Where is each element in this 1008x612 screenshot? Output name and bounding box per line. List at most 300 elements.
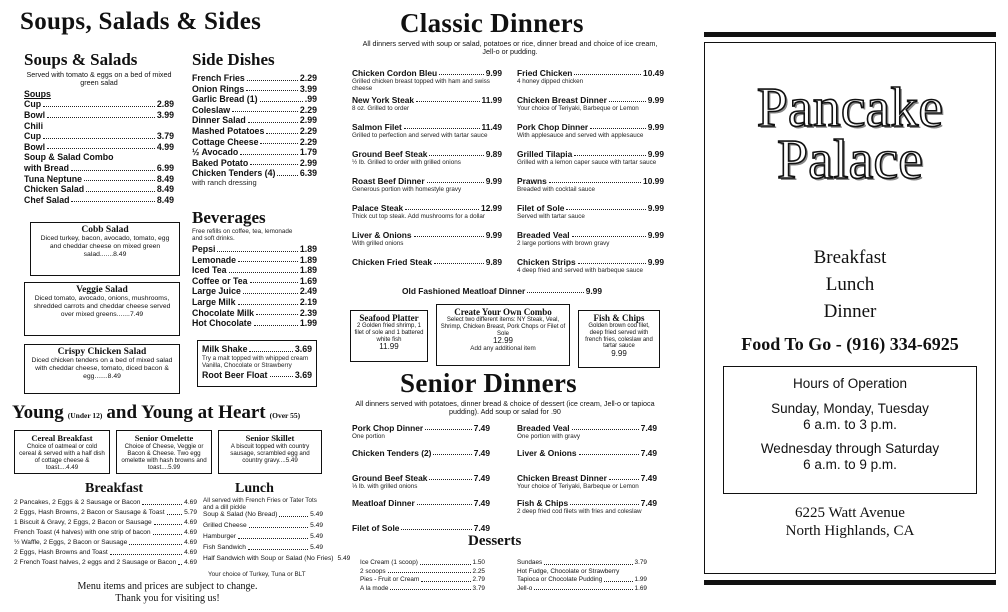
breakfast-item-name: 2 Eggs, Hash Browns and Toast: [14, 549, 108, 556]
senior-dinners-left-column: [352, 423, 490, 548]
soup-salad-item-price: 4.99: [156, 141, 174, 152]
side-dish-item-price: 2.29: [299, 104, 317, 115]
dessert-item-price: 2.79: [472, 576, 485, 584]
classic-dinners-title: Classic Dinners: [400, 8, 584, 38]
hours-days-2: Wednesday through Saturday: [760, 441, 940, 456]
dessert-item-row: [517, 568, 647, 577]
leader-dots: [425, 423, 471, 430]
soup-salad-item-row: [24, 110, 174, 121]
beverage-item-name: Chocolate Milk: [192, 307, 255, 318]
beverage-item-row: [192, 308, 317, 319]
dessert-item-price: 2.25: [472, 567, 485, 575]
meal-label: Lunch: [825, 274, 875, 295]
hours-days-1: Sunday, Monday, Tuesday: [771, 401, 929, 416]
classic-dinners-right-column: [517, 68, 664, 284]
dessert-item-row: [360, 576, 485, 585]
classic-dinner-desc: Breaded with cocktail sauce: [517, 186, 596, 193]
classic-dinner-row: [352, 68, 502, 78]
senior-dinner-row: [352, 448, 490, 458]
dessert-item-row: [517, 559, 647, 568]
dessert-item-row: [517, 576, 647, 585]
classic-dinner-price: 11.99: [481, 95, 502, 105]
restaurant-name-line-1: Pancake: [756, 77, 944, 139]
beverage-item-price: 1.69: [299, 275, 317, 286]
lunch-item-row: [203, 542, 323, 553]
hours-box: [723, 366, 977, 494]
dinner-special-price: 12.99: [492, 336, 514, 346]
restaurant-name-line-2: Palace: [776, 129, 924, 191]
senior-dinner-desc: ⅓ lb. with grilled onions: [352, 483, 418, 490]
soup-salad-item-row: [24, 152, 174, 163]
senior-special-box: [14, 430, 110, 474]
senior-dinner-price: 7.49: [473, 498, 490, 508]
side-dish-item-name: Mashed Potatoes: [192, 125, 265, 136]
classic-dinner-name: Chicken Strips: [517, 257, 576, 267]
breakfast-item-row: [14, 548, 197, 558]
middle-panel: [340, 0, 670, 612]
leader-dots: [238, 297, 298, 305]
beverage-item-name: Lemonade: [192, 254, 236, 265]
senior-special-desc-text: Choice of oatmeal or cold cereal & served with a half dish of cottage cheese & toast: [19, 443, 105, 471]
salad-box-price: 8.49: [113, 250, 127, 258]
breakfast-item-row: [14, 538, 197, 548]
classic-dinner-row: [352, 176, 502, 186]
dinner-special-note: Add any additional item: [470, 345, 536, 353]
senior-dinners-title: Senior Dinners: [400, 368, 577, 398]
senior-dinner-item: [352, 473, 490, 498]
desserts-title: Desserts: [468, 533, 522, 549]
classic-dinner-item: [517, 68, 664, 95]
classic-dinner-item: [352, 122, 502, 149]
leader-dots: [229, 265, 298, 273]
dessert-item-name: Pies - Fruit or Cream: [360, 576, 420, 584]
side-dishes-heading: Side Dishes: [192, 50, 275, 69]
senior-dinners-right-column: [517, 423, 657, 523]
classic-dinner-price: 9.99: [647, 95, 664, 105]
young-title-b: and Young at Heart: [106, 402, 266, 423]
beverage-item-price: 2.49: [299, 286, 317, 297]
side-dish-item-price: 2.99: [299, 115, 317, 126]
young-title-a: Young: [12, 402, 64, 423]
classic-dinner-item: [352, 68, 502, 95]
leader-dots: [238, 531, 308, 539]
breakfast-item-price: 4.69: [184, 539, 197, 546]
lunch-item-price: 5.49: [337, 555, 351, 562]
breakfast-heading: Breakfast: [85, 481, 144, 496]
leader-dots: [427, 176, 484, 183]
side-dish-item-name: Onion Rings: [192, 83, 245, 94]
classic-dinner-desc: 8 oz. Grilled to order: [352, 105, 410, 112]
leader-dots: [243, 286, 298, 294]
beverage-item-row: [192, 276, 317, 287]
classic-dinner-row: [517, 257, 664, 267]
side-dish-item-name: Coleslaw: [192, 104, 231, 115]
leader-dots: [421, 576, 470, 582]
hours-time-2: 6 a.m. to 9 p.m.: [803, 457, 897, 472]
soup-salad-item-row: [24, 184, 174, 195]
classic-dinner-price: 10.99: [643, 176, 664, 186]
address-line-2: North Highlands, CA: [785, 523, 915, 539]
lunch-item-name: Grilled Cheese: [203, 522, 247, 529]
breakfast-item-price: 4.69: [184, 499, 197, 506]
salad-box: [30, 222, 180, 276]
hours-time-1: 6 a.m. to 3 p.m.: [803, 417, 897, 432]
menu-footer: [0, 581, 335, 605]
dinner-special-price: 9.99: [611, 349, 627, 359]
lunch-item-row: [203, 531, 323, 542]
soup-salad-item-price: 8.49: [156, 184, 174, 195]
side-dish-item-row: [192, 147, 317, 158]
lunch-item-price: 5.49: [310, 522, 323, 529]
senior-dinner-name: Breaded Veal: [517, 423, 570, 433]
leader-dots: [574, 149, 645, 156]
classic-dinner-item: [352, 95, 502, 122]
classic-dinner-item: [517, 95, 664, 122]
classic-dinner-row: [517, 203, 664, 213]
beverage-item-price: 1.99: [299, 318, 317, 329]
leader-dots: [86, 184, 155, 192]
senior-dinner-row: [352, 423, 490, 433]
dinner-special-box: [436, 304, 570, 366]
milkshake-name: Milk Shake: [202, 344, 248, 354]
leader-dots: [604, 576, 632, 582]
classic-dinners-left-column: [352, 68, 502, 284]
senior-dinner-name: Filet of Sole: [352, 523, 400, 533]
lunch-item-name: Hamburger: [203, 533, 236, 540]
soup-salad-item-row: [24, 174, 174, 185]
dinner-special-title: Seafood Platter: [359, 313, 419, 323]
leader-dots: [416, 95, 479, 102]
classic-dinner-desc: Generous portion with homestyle gravy: [352, 186, 462, 193]
leader-dots: [429, 473, 471, 480]
senior-dinner-desc: 2 deep fried cod filets with fries and coleslaw: [517, 508, 642, 515]
classic-dinner-name: Ground Beef Steak: [352, 149, 428, 159]
senior-dinner-row: [352, 523, 490, 533]
soup-salad-item-price: 6.99: [156, 162, 174, 173]
leader-dots: [544, 559, 632, 565]
classic-dinner-name: Roast Beef Dinner: [352, 176, 425, 186]
classic-dinner-item: [517, 149, 664, 176]
breakfast-item-name: French Toast (4 halves) with one strip of bacon: [14, 529, 151, 536]
leader-dots: [260, 94, 303, 102]
soups-label: Soups: [24, 89, 51, 100]
beverage-item-row: [192, 318, 317, 329]
bottom-rule: [704, 580, 996, 585]
leader-dots: [240, 147, 298, 155]
classic-dinner-item: [517, 176, 664, 203]
dinner-special-price: 11.99: [379, 342, 399, 352]
address-line-1: 6225 Watt Avenue: [795, 505, 905, 521]
salad-box-desc-text: Diced tomato, avocado, onions, mushrooms, shredded carrots and cheddar cheese served over mixed greens: [33, 295, 171, 318]
beverage-item-name: Coffee or Tea: [192, 275, 248, 286]
classic-dinner-price: 12.99: [481, 203, 502, 213]
leader-dots: [414, 230, 484, 237]
beverage-item-row: [192, 286, 317, 297]
leader-dots: [178, 558, 182, 565]
classic-dinner-price: 10.49: [643, 68, 664, 78]
classic-dinner-row: [352, 203, 502, 213]
senior-dinner-row: [517, 448, 657, 458]
senior-special-desc-text: Choice of Cheese, Veggie or Bacon & Cheese. Two egg omelette with hash browns and toast: [121, 443, 207, 471]
leader-dots: [249, 520, 309, 528]
classic-dinner-name: Palace Steak: [352, 203, 404, 213]
soup-salad-item-name: Cup: [24, 99, 42, 110]
breakfast-item-row: [14, 518, 197, 528]
desserts-right-column: [517, 559, 647, 593]
classic-dinner-row: [352, 149, 502, 159]
soup-salad-item-price: 8.49: [156, 194, 174, 205]
leader-dots: [129, 538, 182, 545]
soup-salad-item-row: [24, 195, 174, 206]
senior-special-desc-text: A biscuit topped with country sausage, scrambled egg and country gravy: [230, 443, 310, 464]
classic-dinner-price: 9.99: [647, 257, 664, 267]
senior-special-title: Senior Omelette: [134, 433, 194, 443]
breakfast-item-name: 2 Eggs, Hash Browns, 2 Bacon or Sausage & Toast: [14, 509, 165, 516]
soup-salad-item-price: 3.99: [156, 110, 174, 120]
classic-dinner-name: Prawns: [517, 176, 547, 186]
soup-salad-item-row: [24, 121, 174, 132]
classic-dinner-desc: 2 large portions with brown gravy: [517, 240, 610, 247]
leader-dots: [566, 203, 645, 210]
classic-dinner-desc: Grilled with a lemon caper sauce with tartar sauce: [517, 159, 657, 166]
salad-box-desc: Diced tomato, avocado, onions, mushrooms, shredded carrots and cheddar cheese served over mixed greens.......7.49: [33, 295, 171, 318]
leader-dots: [232, 105, 298, 113]
side-dish-item-row: [192, 158, 317, 169]
leader-dots: [279, 509, 308, 517]
senior-lunch-list: [203, 509, 351, 564]
classic-dinner-desc: ½ lb. Grilled to order with grilled onions: [352, 159, 461, 166]
senior-special-box: [116, 430, 212, 474]
lunch-heading: Lunch: [235, 481, 274, 496]
leader-dots: [167, 508, 183, 515]
soup-salad-item-name: Chicken Salad: [24, 184, 85, 195]
leader-dots: [549, 176, 641, 183]
soups-salads-sides-title: Soups, Salads & Sides: [20, 8, 262, 35]
beverage-item-row: [192, 255, 317, 266]
tenders-note: with ranch dressing: [192, 177, 257, 187]
dessert-item-price: 3.79: [472, 584, 485, 592]
classic-dinner-name: Chicken Fried Steak: [352, 257, 433, 267]
senior-dinner-price: 7.49: [473, 523, 490, 533]
float-name: Root Beer Float: [202, 369, 268, 380]
leader-dots: [404, 122, 480, 129]
side-dish-item-row: [192, 115, 317, 126]
classic-dinner-desc: With grilled onions: [352, 240, 404, 247]
soup-salad-item-price: 3.79: [156, 131, 174, 142]
dessert-item-row: [360, 559, 485, 568]
senior-dinner-name: Pork Chop Dinner: [352, 423, 424, 433]
salad-box: [24, 282, 180, 336]
dessert-item-row: [360, 568, 485, 577]
senior-special-desc: A biscuit topped with country sausage, scrambled egg and country gravy....5.49: [230, 443, 310, 464]
salad-box-desc-text: Diced turkey, bacon, avocado, tomato, egg and cheddar cheese on mixed green salad: [40, 235, 170, 258]
side-dish-item-name: ½ Avocado: [192, 147, 239, 158]
classic-dinner-desc: Thick cut top steak. Add mushrooms for a dollar: [352, 213, 485, 220]
lunch-item-name: Half Sandwich with Soup or Salad (No Fries): [203, 555, 334, 562]
senior-special-title: Senior Skillet: [245, 433, 295, 443]
classic-dinner-row: [517, 68, 664, 78]
beverage-item-price: 1.89: [299, 254, 317, 265]
senior-special-box: [218, 430, 322, 474]
beverage-item-name: Hot Chocolate: [192, 318, 252, 329]
leader-dots: [439, 68, 484, 75]
senior-special-desc: Choice of oatmeal or cold cereal & served with a half dish of cottage cheese & toast....4.49: [19, 443, 105, 471]
leader-dots: [417, 498, 472, 505]
senior-dinner-item: [352, 423, 490, 448]
leader-dots: [277, 168, 297, 176]
senior-special-price: 5.99: [168, 464, 181, 471]
dinner-special-title: Fish & Chips: [593, 313, 645, 323]
side-dish-item-row: [192, 94, 317, 105]
breakfast-item-price: 4.69: [184, 519, 197, 526]
side-dishes-section: [192, 50, 317, 186]
senior-dinner-desc: Your choice of Teriyaki, Barbeque or Lemon: [517, 483, 639, 490]
senior-dinner-price: 7.49: [640, 473, 657, 483]
leader-dots: [405, 203, 479, 210]
side-dish-item-row: [192, 73, 317, 84]
dessert-item-name: Sundaes: [517, 559, 543, 566]
beverages-list: [192, 244, 317, 329]
senior-dinner-desc: One portion: [352, 433, 385, 440]
leader-dots: [250, 276, 298, 284]
salad-box-price: 7.49: [129, 310, 144, 318]
classic-dinner-desc: 4 honey dipped chicken: [517, 78, 584, 85]
dinner-special-box: [350, 310, 428, 362]
breakfast-item-name: 1 Biscuit & Gravy, 2 Eggs, 2 Bacon or Sausage: [14, 519, 152, 526]
milkshake-note: Try a malt topped with whipped cream Vanilla, Chocolate or Strawberry: [202, 354, 309, 369]
senior-dinner-price: 7.49: [473, 423, 490, 433]
salad-box: [24, 344, 180, 394]
leader-dots: [590, 122, 645, 129]
classic-dinner-item: [352, 230, 502, 257]
meatloaf-name: Old Fashioned Meatloaf Dinner: [402, 286, 526, 296]
soup-salad-item-name: Soup & Salad Combo: [24, 152, 114, 163]
senior-dinner-row: [517, 473, 657, 483]
leader-dots: [401, 523, 471, 530]
senior-special-desc: Choice of Cheese, Veggie or Bacon & Cheese. Two egg omelette with hash browns and toast....5.99: [121, 443, 207, 471]
senior-special-title: Cereal Breakfast: [31, 433, 93, 443]
dessert-item-price: 1.50: [472, 559, 485, 566]
classic-dinner-price: 11.49: [481, 122, 502, 132]
classic-dinner-desc: Grilled to perfection and served with tartar sauce: [352, 132, 488, 139]
leader-dots: [390, 585, 470, 591]
soup-salad-item-row: [24, 131, 174, 142]
breakfast-item-price: 4.69: [184, 559, 197, 566]
leader-dots: [247, 73, 298, 81]
leader-dots: [153, 528, 183, 535]
side-dish-item-price: 2.29: [299, 125, 317, 136]
breakfast-item-name: 2 French Toast halves, 2 eggs and 2 Sausage or Bacon: [14, 559, 177, 566]
breakfast-item-price: 5.79: [184, 509, 197, 516]
beverage-item-row: [192, 297, 317, 308]
side-dish-item-price: 2.29: [299, 73, 317, 83]
classic-dinner-name: Grilled Tilapia: [517, 149, 573, 159]
senior-dinner-item: [517, 448, 657, 473]
senior-dinner-row: [517, 423, 657, 433]
dessert-item-name: Tapioca or Chocolate Pudding: [517, 576, 603, 584]
beverage-item-name: Large Milk: [192, 296, 236, 307]
address: [704, 504, 996, 540]
breakfast-item-price: 4.69: [184, 549, 197, 556]
senior-special-price: 4.49: [66, 464, 79, 471]
leader-dots: [154, 518, 182, 525]
dessert-item-name: Ice Cream (1 scoop): [360, 559, 418, 566]
classic-dinners-intro: All dinners served with soup or salad, potatoes or rice, dinner bread and choice of ice cream, Jell-o or pudding.: [362, 39, 658, 57]
lunch-item-price: 5.49: [310, 511, 323, 518]
side-dish-item-price: 3.99: [299, 83, 317, 94]
senior-dinner-price: 7.49: [640, 448, 657, 458]
meatloaf-row: [402, 286, 602, 296]
classic-dinner-desc: With applesauce and served with applesauce: [517, 132, 644, 139]
lunch-item-price: 5.49: [310, 533, 323, 540]
leader-dots: [256, 308, 298, 316]
classic-dinner-desc: 4 deep fried and served with barbeque sauce: [517, 267, 644, 274]
lunch-item-row: [203, 509, 323, 520]
breakfast-item-row: [14, 498, 197, 508]
classic-dinner-price: 9.99: [647, 122, 664, 132]
beverages-section: [192, 208, 317, 329]
senior-dinner-price: 7.49: [473, 448, 490, 458]
side-dish-item-price: .99: [304, 94, 317, 105]
leader-dots: [434, 257, 484, 264]
leader-dots: [84, 174, 155, 182]
leader-dots: [71, 195, 154, 203]
leader-dots: [217, 244, 297, 252]
milkshake-price: 3.69: [294, 344, 312, 354]
soups-salads-heading: Soups & Salads: [24, 50, 138, 69]
senior-dinner-price: 7.49: [640, 498, 657, 508]
classic-dinner-item: [517, 230, 664, 257]
senior-dinner-item: [352, 498, 490, 523]
lunch-item-row: [203, 553, 351, 564]
salad-box-desc: Diced chicken tenders on a bed of mixed salad with cheddar cheese, tomato, diced bacon & egg.......8.49: [31, 357, 173, 380]
leader-dots: [433, 448, 471, 455]
side-dish-item-name: Garlic Bread (1): [192, 94, 258, 105]
side-dish-item-row: [192, 126, 317, 137]
classic-dinner-price: 9.99: [647, 230, 664, 240]
classic-dinner-row: [517, 230, 664, 240]
breakfast-item-row: [14, 558, 197, 568]
side-dish-item-price: 6.39: [299, 168, 317, 179]
soups-salads-section: [24, 50, 174, 205]
beverages-note: Free refills on coffee, tea, lemonade and soft drinks.: [192, 228, 293, 242]
senior-dinner-name: Liver & Onions: [517, 448, 577, 458]
side-dish-item-name: French Fries: [192, 73, 245, 83]
classic-dinner-name: Pork Chop Dinner: [517, 122, 589, 132]
leader-dots: [578, 257, 646, 264]
leader-dots: [47, 110, 155, 118]
soup-salad-item-name: with Bread: [24, 162, 69, 173]
soup-salad-item-name: Bowl: [24, 110, 46, 120]
leader-dots: [579, 448, 639, 455]
left-panel: [0, 0, 351, 612]
salad-box-desc: Diced turkey, bacon, avocado, tomato, egg and cheddar cheese on mixed green salad.......8.49: [40, 235, 170, 258]
lunch-note: All served with French Fries or Tater Tots and a dill pickle: [203, 497, 317, 511]
breakfast-item-row: [14, 528, 197, 538]
classic-dinner-desc: Grilled chicken breast topped with ham and swiss cheese: [352, 78, 490, 92]
leader-dots: [250, 158, 298, 166]
soup-salad-item-name: Bowl: [24, 141, 46, 152]
classic-dinner-row: [352, 257, 502, 267]
desserts-left-column: [360, 559, 485, 593]
leader-dots: [534, 585, 632, 591]
side-dish-item-name: Dinner Salad: [192, 115, 246, 126]
soups-salads-intro: Served with tomato & eggs on a bed of mixed green salad: [26, 70, 172, 88]
classic-dinner-item: [517, 257, 664, 284]
leader-dots: [238, 255, 298, 263]
classic-dinner-price: 9.89: [485, 149, 502, 159]
breakfast-item-row: [14, 508, 197, 518]
